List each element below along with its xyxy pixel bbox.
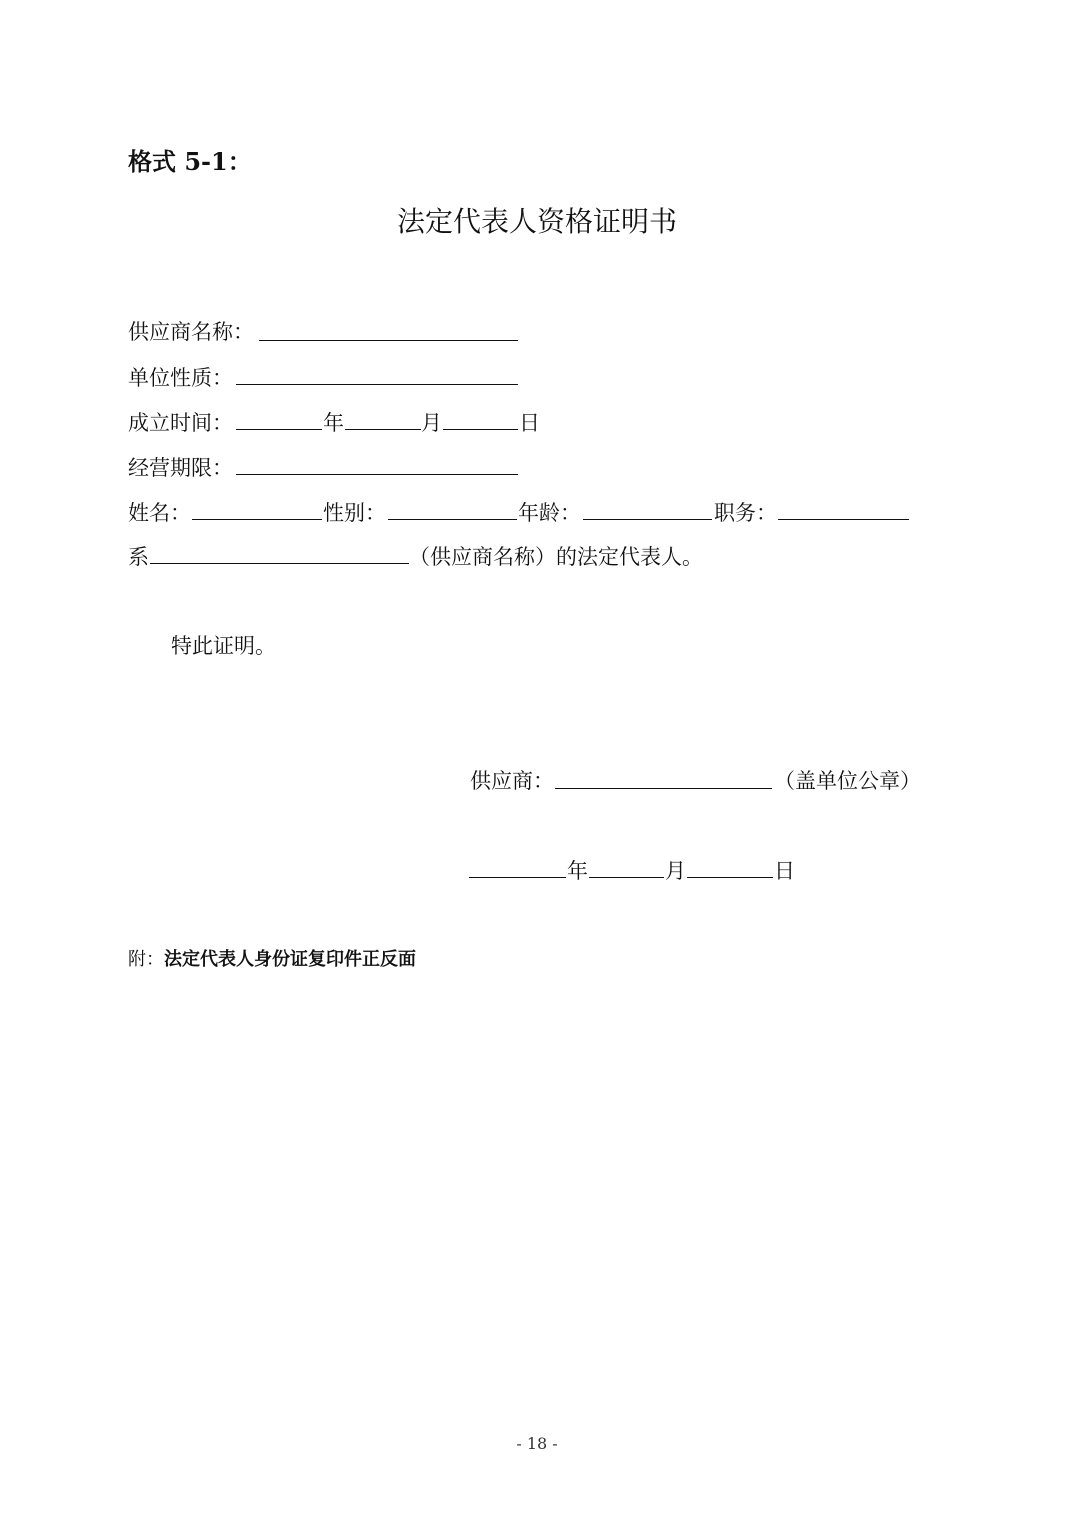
signature-month-blank[interactable] (589, 877, 664, 878)
document-title: 法定代表人资格证明书 (396, 205, 677, 238)
signature-day-label: 日 (774, 859, 795, 883)
format-label: 格式 5-1： (128, 147, 252, 176)
established-day-blank[interactable] (443, 429, 518, 430)
unit-nature-blank[interactable] (236, 384, 518, 385)
gender-label: 性别： (323, 501, 386, 525)
age-label: 年龄： (518, 501, 581, 525)
relation-supplier-blank[interactable] (150, 563, 409, 564)
name-label: 姓名： (128, 501, 191, 525)
closing-statement: 特此证明。 (171, 634, 276, 658)
page-number: - 18 - (516, 1434, 558, 1453)
attachment-text: 法定代表人身份证复印件正反面 (164, 949, 416, 970)
relation-suffix: （供应商名称）的法定代表人。 (409, 545, 703, 569)
established-year-label: 年 (323, 411, 344, 435)
established-year-blank[interactable] (236, 429, 322, 430)
signature-supplier-blank[interactable] (555, 788, 772, 789)
supplier-name-blank[interactable] (259, 340, 518, 341)
established-day-label: 日 (519, 411, 540, 435)
position-label: 职务： (714, 501, 777, 525)
seal-note: （盖单位公章） (774, 769, 921, 793)
name-blank[interactable] (192, 519, 322, 520)
attachment-note (128, 945, 416, 971)
business-term-label: 经营期限： (128, 456, 233, 480)
established-label: 成立时间： (128, 411, 233, 435)
signature-day-blank[interactable] (687, 877, 773, 878)
unit-nature-label: 单位性质： (128, 366, 233, 390)
established-month-label: 月 (421, 411, 442, 435)
business-term-blank[interactable] (236, 474, 518, 475)
supplier-name-label: 供应商名称： (128, 320, 254, 344)
signature-supplier-label: 供应商： (470, 769, 554, 793)
age-blank[interactable] (583, 519, 712, 520)
position-blank[interactable] (778, 519, 909, 520)
relation-prefix: 系 (128, 545, 149, 569)
signature-month-label: 月 (665, 859, 686, 883)
signature-year-blank[interactable] (469, 877, 566, 878)
signature-year-label: 年 (567, 859, 588, 883)
established-month-blank[interactable] (345, 429, 421, 430)
gender-blank[interactable] (388, 519, 517, 520)
attachment-prefix: 附： (128, 949, 164, 970)
